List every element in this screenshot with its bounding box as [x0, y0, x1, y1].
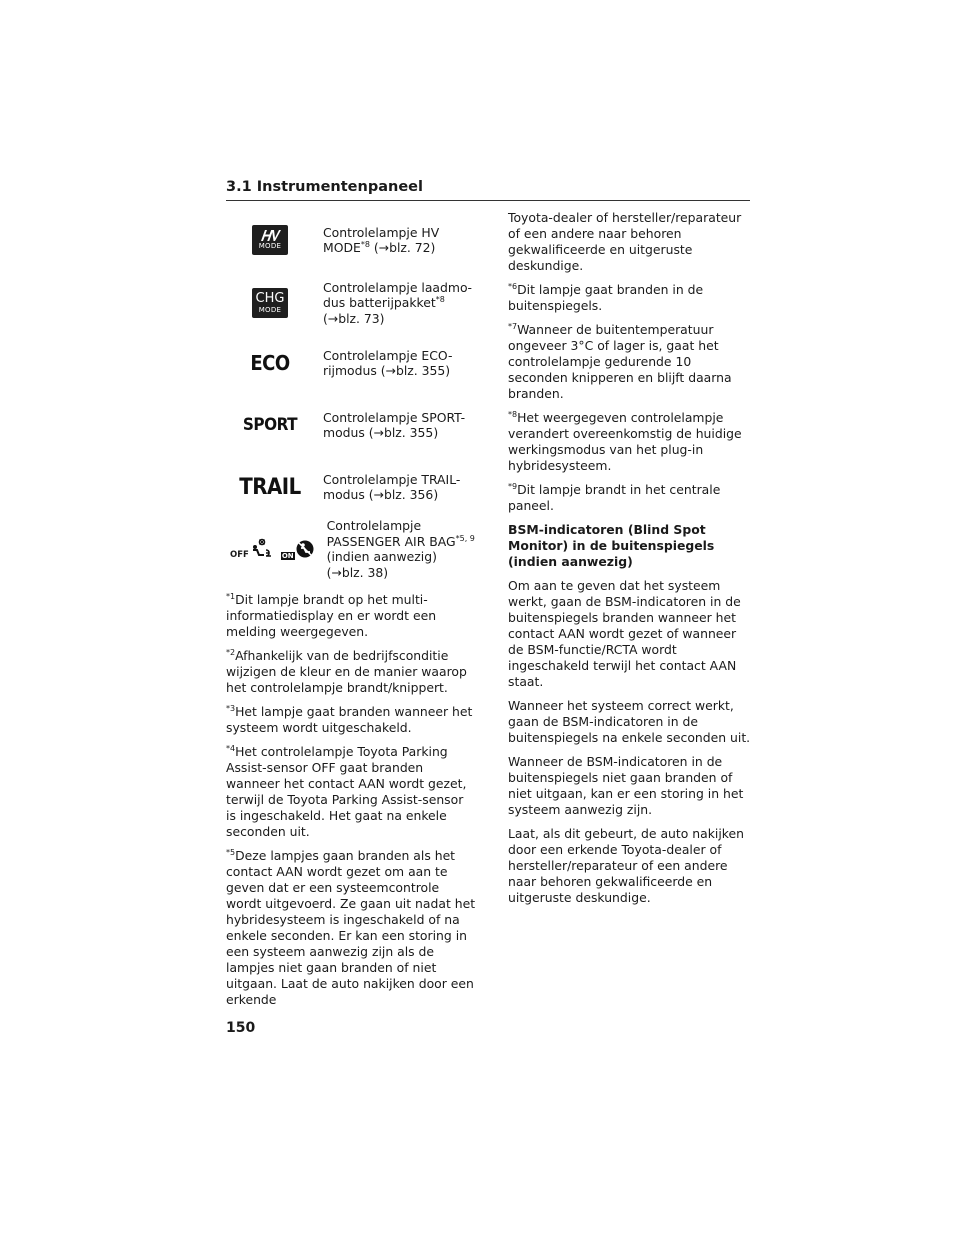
left-column [226, 210, 476, 1016]
indicator-text: Controlelampje TRAIL-modus (→blz. 356) [323, 471, 461, 502]
footnote: $^{*6}$Dit lampje gaat branden in de buitenspiegels. [508, 281, 704, 313]
passenger-airbag-icons [226, 538, 318, 560]
footnote: $^{*5}$Deze lampjes gaan branden als het contact AAN wordt gezet om aan te geven dat er een systeemcontrole wordt uitgevoerd. Ze gaan uit nadat het hybridesysteem is ingeschakeld of na enkele seconden. Er kan een storing in een systeem aanwezig zijn als de lampjes niet gaan branden of niet uitgaan. Laat de auto nakijken door een erkende [226, 847, 476, 1007]
chg-icon-sublabel: MODE [258, 305, 282, 314]
page-number: 150 [226, 1020, 256, 1036]
sport-icon: SPORT [242, 415, 298, 435]
indicator-row-trail [226, 458, 476, 516]
footnote: $^{*1}$Dit lampje brandt op het multi-informatiedisplay en er wordt een melding weergegeven. [226, 591, 437, 639]
hv-logo-icon [259, 229, 281, 242]
indicator-row-eco [226, 334, 476, 392]
paragraph: Wanneer het systeem correct werkt, gaan de BSM-indicatoren in de buitenspiegels na enkele seconden uit. [508, 698, 751, 745]
indicator-row-chg-mode [226, 274, 476, 332]
passenger-airbag-off-icon: OFF [230, 538, 273, 560]
hv-mode-icon-label: MODE [258, 242, 282, 250]
section-title: 3.1 Instrumentenpaneel [226, 179, 423, 195]
paragraph: Om aan te geven dat het systeem werkt, gaan de BSM-indicatoren in de buitenspiegels branden wanneer het contact AAN wordt gezet of wanneer de BSM-functie/RCTA wordt ingeschakeld terwijl het contact AAN staat. [508, 578, 741, 689]
footnote: $^{*7}$Wanneer de buitentemperatuur ongeveer 3°C of lager is, gaat het controlelampje gedurende 10 seconden knipperen en blijft daarna branden. [508, 321, 732, 401]
bsm-heading: BSM-indicatoren (Blind Spot Monitor) in de buitenspiegels (indien aanwezig) [508, 522, 715, 569]
eco-icon: ECO [250, 351, 290, 375]
footnote: $^{*3}$Het lampje gaat branden wanneer het systeem wordt uitgeschakeld. [226, 703, 473, 735]
right-column [508, 210, 752, 914]
hv-mode-icon [226, 225, 314, 255]
chg-mode-icon [226, 288, 314, 318]
indicator-text: Controlelampje SPORT-modus (→blz. 355) [323, 409, 466, 440]
indicator-text: Controlelampje laadmodus batterijpakket$^{*8}$ (→blz. 73) [323, 279, 473, 326]
chg-icon-label: CHG [255, 290, 285, 306]
indicator-text: Controlelampje ECO-rijmodus (→blz. 355) [323, 347, 453, 378]
seat-airbag-icon [249, 538, 273, 560]
footnote: $^{*2}$Afhankelijk van de bedrijfsconditie wijzigen de kleur en de manier waarop het controlelampje brandt/knippert. [226, 647, 467, 695]
continued-text: Toyota-dealer of hersteller/reparateur of een andere naar behoren gekwalificeerde en uitgeruste deskundige. [508, 210, 742, 273]
indicator-row-sport [226, 396, 476, 454]
indicator-text: Controlelampje PASSENGER AIR BAG$^{*5, 9}$ (indien aanwezig) (→blz. 38) [326, 518, 475, 580]
indicator-row-passenger-airbag [226, 516, 476, 582]
footnote: $^{*4}$Het controlelampje Toyota Parking Assist-sensor OFF gaat branden wanneer het contact AAN wordt gezet, terwijl de Toyota Parking Assist-sensor is ingeschakeld. Het gaat na enkele seconden uit. [226, 743, 467, 839]
passenger-airbag-on-icon: ON [281, 538, 315, 560]
paragraph: Wanneer de BSM-indicatoren in de buitenspiegels niet gaan branden of niet uitgaan, kan er een storing in het systeem aanwezig zijn. [508, 754, 744, 817]
footnote: $^{*8}$Het weergegeven controlelampje verandert overeenkomstig de huidige werkingsmodus van het plug-in hybridesysteem. [508, 409, 742, 473]
trail-icon: TRAIL [239, 474, 301, 500]
indicator-text: Controlelampje HV MODE$^{*8}$ (→blz. 72) [323, 224, 440, 255]
footnote: $^{*9}$Dit lampje brandt in het centrale paneel. [508, 481, 721, 513]
title-divider [226, 200, 750, 201]
indicator-row-hv-mode [226, 210, 476, 270]
footnotes-left [226, 592, 476, 1008]
seat-airbag-on-icon [295, 538, 315, 560]
paragraph: Laat, als dit gebeurt, de auto nakijken door een erkende Toyota-dealer of hersteller/reparateur of een andere naar behoren gekwalificeerde en uitgeruste deskundige. [508, 826, 744, 905]
